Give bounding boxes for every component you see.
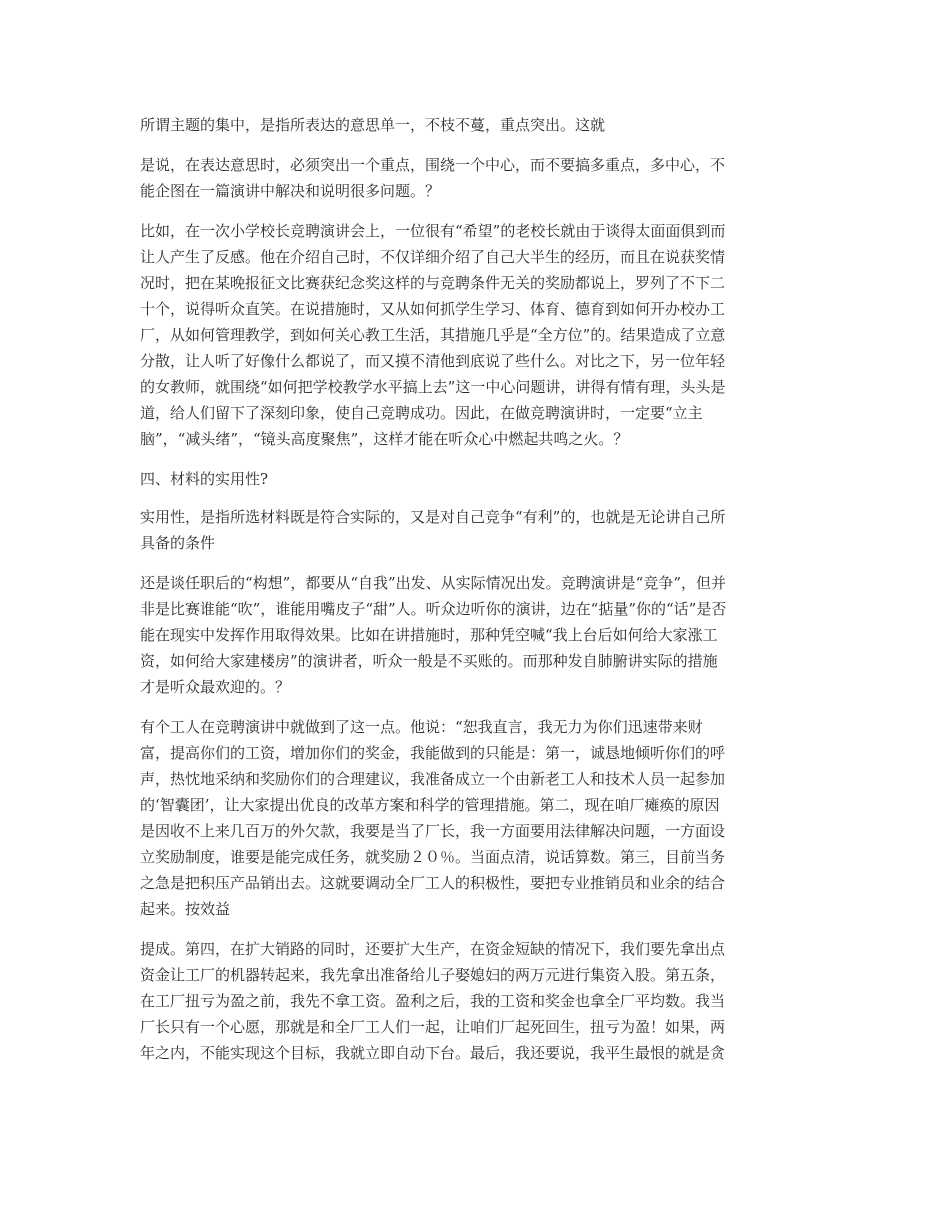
paragraph-principal-example: 比如，在一次小学校长竞聘演讲会上，一位很有“希望”的老校长就由于谈得太面面俱到而 让人产生了反感。他在介绍自己时，不仅详细介绍了自己大半生的经历，而且在说获奖情 况时，把在某晚报征文比赛获纪念奖这样的与竞聘条件无关的奖励都说上，罗列了不下二 十个，说得听众直笑。在说措施时，又从如何抓学生学习、体育、德育到如何开办校办工 厂，从如何管理教学，到如何关心教工生活，其措施几乎是“全方位”的。结果造成了立意 分散，让人听了好像什么都说了，而又摸不清他到底说了些什么。对比之下，另一位年轻 的女教师，就围绕“如何把学校教学水平搞上去”这一中心问题讲，讲得有情有理，头头是 道，给人们留下了深刻印象，使自己竞聘成功。因此，在做竞聘演讲时，一定要“立主 脑”，“减头绪”，“镜头高度聚焦”，这样才能在听众心中燃起共鸣之火。？ [140,222,726,448]
document-page [140,112,808,1080]
paragraph-self-reality: 还是谈任职后的“构想”，都要从“自我”出发、从实际情况出发。竞聘演讲是“竞争”，但并 非是比赛谁能“吹”，谁能用嘴皮子“甜”人。听众边听你的演讲，边在“掂量”你的“话”是否 能在现实中发挥作用取得效果。比如在讲措施时，那种凭空喊“我上台后如何给大家涨工 资，如何给大家建楼房”的演讲者，听众一般是不买账的。而那种发自肺腑讲实际的措施 才是听众最欢迎的。？ [140,574,727,696]
paragraph-worker-speech: 有个工人在竞聘演讲中就做到了这一点。他说：“恕我直言，我无力为你们迅速带来财 富，提高你们的工资，增加你们的奖金，我能做到的只能是：第一，诚恳地倾听你们的呼 声，热忱地采纳和奖励你们的合理建议，我准备成立一个由新老工人和技术人员一起参加 的‘智囊团’，让大家提出优良的改革方案和科学的管理措施。第二，现在咱厂瘫痪的原因 是因收不上来几百万的外欠款，我要是当了厂长，我一方面要用法律解决问题，一方面设 立奖励制度，谁要是能完成任务，就奖励２０％。当面点清，说话算数。第三，目前当务 之急是把积压产品销出去。这就要调动全厂工人的积极性，要把专业推销员和业余的结合 起来。按效益 [140,718,726,918]
paragraph-single-center: 是说，在表达意思时，必须突出一个重点，围绕一个中心，而不要搞多重点，多中心，不 能企图在一篇演讲中解决和说明很多问题。？ [140,156,726,200]
paragraph-practicality-definition: 实用性，是指所选材料既是符合实际的，又是对自己竞争“有利”的，也就是无论讲自己所 具备的条件 [140,508,726,552]
paragraph-topic-focus: 所谓主题的集中，是指所表达的意思单一，不枝不蔓，重点突出。这就 [140,116,606,134]
paragraph-worker-speech-continued: 提成。第四，在扩大销路的同时，还要扩大生产，在资金短缺的情况下，我们要先拿出点 资金让工厂的机器转起来，我先拿出准备给儿子娶媳妇的两万元进行集资入股。第五条， 在工厂扭亏为盈之前，我先不拿工资。盈利之后，我的工资和奖金也拿全厂平均数。我当 厂长只有一个心愿，那就是和全厂工人们一起，让咱们厂起死回生，扭亏为盈！如果，两 年之内，不能实现这个目标，我就立即自动下台。最后，我还要说，我平生最恨的就是贪 [140,940,726,1062]
section-heading-material-practicality: 四、材料的实用性? [140,470,269,488]
